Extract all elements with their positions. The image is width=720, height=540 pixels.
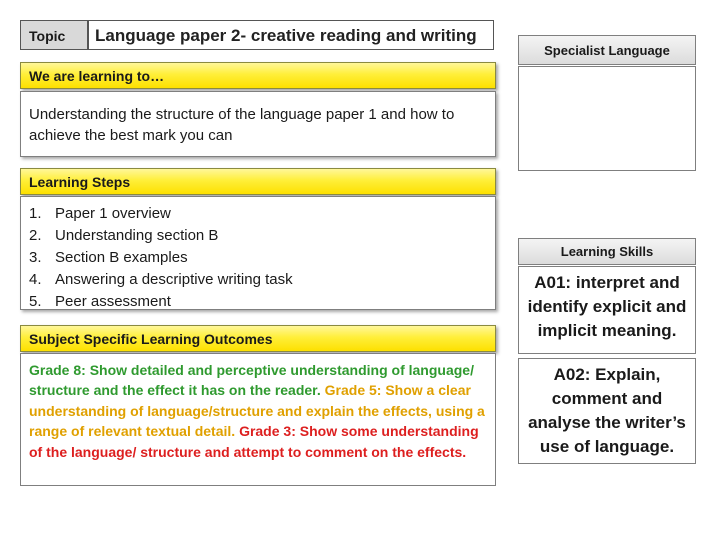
learning-body-box bbox=[20, 91, 496, 157]
skills-heading-box bbox=[518, 238, 696, 265]
specialist-heading-box bbox=[518, 35, 696, 65]
list-item bbox=[29, 203, 293, 225]
list-item-label: Answering a descriptive writing task bbox=[55, 271, 293, 288]
list-item bbox=[29, 269, 293, 291]
list-item bbox=[29, 247, 293, 269]
skill-a02-box bbox=[518, 358, 696, 464]
skill-a01-box bbox=[518, 266, 696, 354]
list-item-label: Section B examples bbox=[55, 249, 188, 266]
list-item-number: 1. bbox=[29, 205, 42, 222]
topic-label: Topic bbox=[29, 28, 66, 44]
skill-a02-text: A02: Explain, comment and analyse the writer’s use of language. bbox=[528, 365, 686, 456]
steps-body-box bbox=[20, 196, 496, 310]
list-item-label: Peer assessment bbox=[55, 293, 171, 310]
learning-heading: We are learning to… bbox=[29, 68, 165, 84]
list-item bbox=[29, 291, 293, 313]
outcomes-heading-box bbox=[20, 325, 496, 352]
learning-heading-box bbox=[20, 62, 496, 89]
list-item-label: Paper 1 overview bbox=[55, 205, 171, 222]
learning-text: Understanding the structure of the language paper 1 and how to achieve the best mark you can bbox=[29, 106, 455, 144]
grade3-outcome: Grade 3: Show some understanding of the language/ structure and attempt to comment on the effects. bbox=[29, 423, 479, 460]
topic-title: Language paper 2- creative reading and writing bbox=[95, 26, 477, 45]
topic-title-box bbox=[88, 20, 494, 50]
grade5-outcome: Grade 5: Show a clear understanding of language/structure and explain the effects, using a range of relevant textual detail. bbox=[29, 382, 485, 440]
list-item-number: 3. bbox=[29, 249, 42, 266]
specialist-heading: Specialist Language bbox=[544, 43, 670, 58]
skill-a01-text: A01: interpret and identify explicit and implicit meaning. bbox=[527, 273, 687, 340]
grade8-outcome: Grade 8: Show detailed and perceptive understanding of language/ structure and the effect it has on the reader. bbox=[29, 362, 474, 399]
list-item-number: 4. bbox=[29, 271, 42, 288]
list-item-number: 2. bbox=[29, 227, 42, 244]
steps-heading: Learning Steps bbox=[29, 174, 131, 190]
list-item-label: Understanding section B bbox=[55, 227, 219, 244]
skills-heading: Learning Skills bbox=[560, 244, 654, 259]
outcomes-heading: Subject Specific Learning Outcomes bbox=[29, 331, 273, 347]
outcomes-body-box bbox=[20, 353, 496, 486]
specialist-body-box bbox=[518, 66, 696, 171]
steps-heading-box bbox=[20, 168, 496, 195]
outcomes-text bbox=[29, 360, 487, 462]
steps-list bbox=[29, 203, 293, 313]
list-item-number: 5. bbox=[29, 293, 42, 310]
list-item bbox=[29, 225, 293, 247]
topic-label-box bbox=[20, 20, 88, 50]
